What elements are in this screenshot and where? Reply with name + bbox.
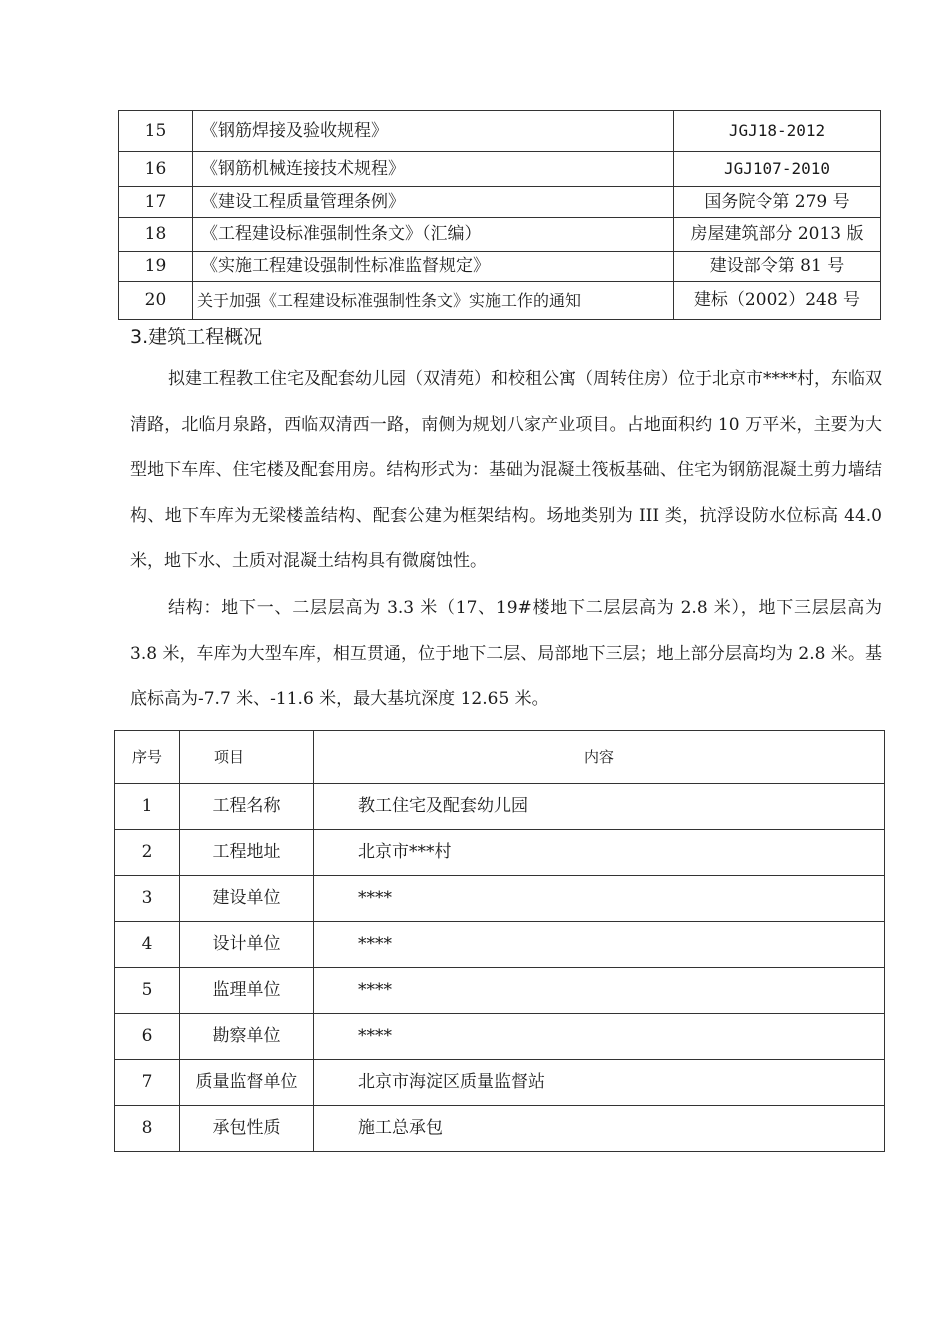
row-content: **** — [314, 922, 885, 968]
table-row — [115, 1060, 885, 1106]
standard-number: 15 — [119, 111, 193, 152]
table-row — [119, 218, 881, 252]
standard-name: 关于加强《工程建设标准强制性条文》实施工作的通知 — [193, 282, 674, 320]
row-item: 工程地址 — [180, 830, 314, 876]
row-number: 5 — [115, 968, 180, 1014]
structure-paragraph: 结构：地下一、二层层高为 3.3 米（17、19#楼地下二层层高为 2.8 米），地下三层层高为 3.8 米，车库为大型车库，相互贯通，位于地下二层、局部地下三层；地上部分层高均为 2.8 米。基底标高为-7.7 米、-11.6 米，最大基坑深度 12.65 米。 — [130, 598, 882, 709]
standard-number: 17 — [119, 187, 193, 218]
standard-code: 建设部令第 81 号 — [674, 252, 881, 282]
table-row — [119, 282, 881, 320]
row-number: 3 — [115, 876, 180, 922]
row-content: **** — [314, 876, 885, 922]
row-item: 设计单位 — [180, 922, 314, 968]
row-number: 4 — [115, 922, 180, 968]
row-content: **** — [314, 968, 885, 1014]
row-item: 建设单位 — [180, 876, 314, 922]
table-row — [119, 111, 881, 152]
table-row — [119, 187, 881, 218]
standard-name: 《钢筋机械连接技术规程》 — [193, 152, 674, 187]
standard-number: 19 — [119, 252, 193, 282]
header-number: 序号 — [115, 731, 180, 784]
table-row — [115, 968, 885, 1014]
standard-code: 建标（2002）248 号 — [674, 282, 881, 320]
section-heading: 3.建筑工程概况 — [130, 326, 263, 348]
standard-name: 《工程建设标准强制性条文》（汇编） — [193, 218, 674, 252]
header-content: 内容 — [314, 731, 885, 784]
standard-number: 18 — [119, 218, 193, 252]
standard-name: 《建设工程质量管理条例》 — [193, 187, 674, 218]
row-number: 6 — [115, 1014, 180, 1060]
overview-paragraph: 拟建工程教工住宅及配套幼儿园（双清苑）和校租公寓（周转住房）位于北京市****村，东临双清路，北临月泉路，西临双清西一路，南侧为规划八家产业项目。占地面积约 10 万平米，主要为大型地下车库、住宅楼及配套用房。结构形式为：基础为混凝土筏板基础、住宅为钢筋混凝土剪力墙结构、地下车库为无梁楼盖结构、配套公建为框架结构。场地类别为 III 类，抗浮设防水位标高 44.0 米，地下水、土质对混凝土结构具有微腐蚀性。 — [130, 369, 883, 571]
table-row — [115, 876, 885, 922]
standard-code: JGJ107-2010 — [674, 152, 881, 187]
table-row — [115, 830, 885, 876]
row-number: 2 — [115, 830, 180, 876]
table-row — [115, 1014, 885, 1060]
table-row — [115, 784, 885, 830]
row-content: 施工总承包 — [314, 1106, 885, 1152]
row-item: 监理单位 — [180, 968, 314, 1014]
standard-code: JGJ18-2012 — [674, 111, 881, 152]
row-content: 北京市海淀区质量监督站 — [314, 1060, 885, 1106]
row-number: 7 — [115, 1060, 180, 1106]
standard-name: 《钢筋焊接及验收规程》 — [193, 111, 674, 152]
standards-table — [118, 110, 881, 320]
header-item: 项目 — [180, 731, 314, 784]
row-content: **** — [314, 1014, 885, 1060]
table-row — [119, 152, 881, 187]
table-row — [115, 922, 885, 968]
standard-code: 房屋建筑部分 2013 版 — [674, 218, 881, 252]
row-content: 教工住宅及配套幼儿园 — [314, 784, 885, 830]
row-number: 1 — [115, 784, 180, 830]
standard-number: 20 — [119, 282, 193, 320]
row-number: 8 — [115, 1106, 180, 1152]
standard-code: 国务院令第 279 号 — [674, 187, 881, 218]
standard-number: 16 — [119, 152, 193, 187]
row-item: 工程名称 — [180, 784, 314, 830]
table-row — [119, 252, 881, 282]
row-item: 质量监督单位 — [180, 1060, 314, 1106]
project-overview-table — [114, 730, 885, 1152]
table-row — [115, 1106, 885, 1152]
row-item: 承包性质 — [180, 1106, 314, 1152]
row-item: 勘察单位 — [180, 1014, 314, 1060]
standard-name: 《实施工程建设强制性标准监督规定》 — [193, 252, 674, 282]
table-header-row — [115, 731, 885, 784]
row-content: 北京市***村 — [314, 830, 885, 876]
